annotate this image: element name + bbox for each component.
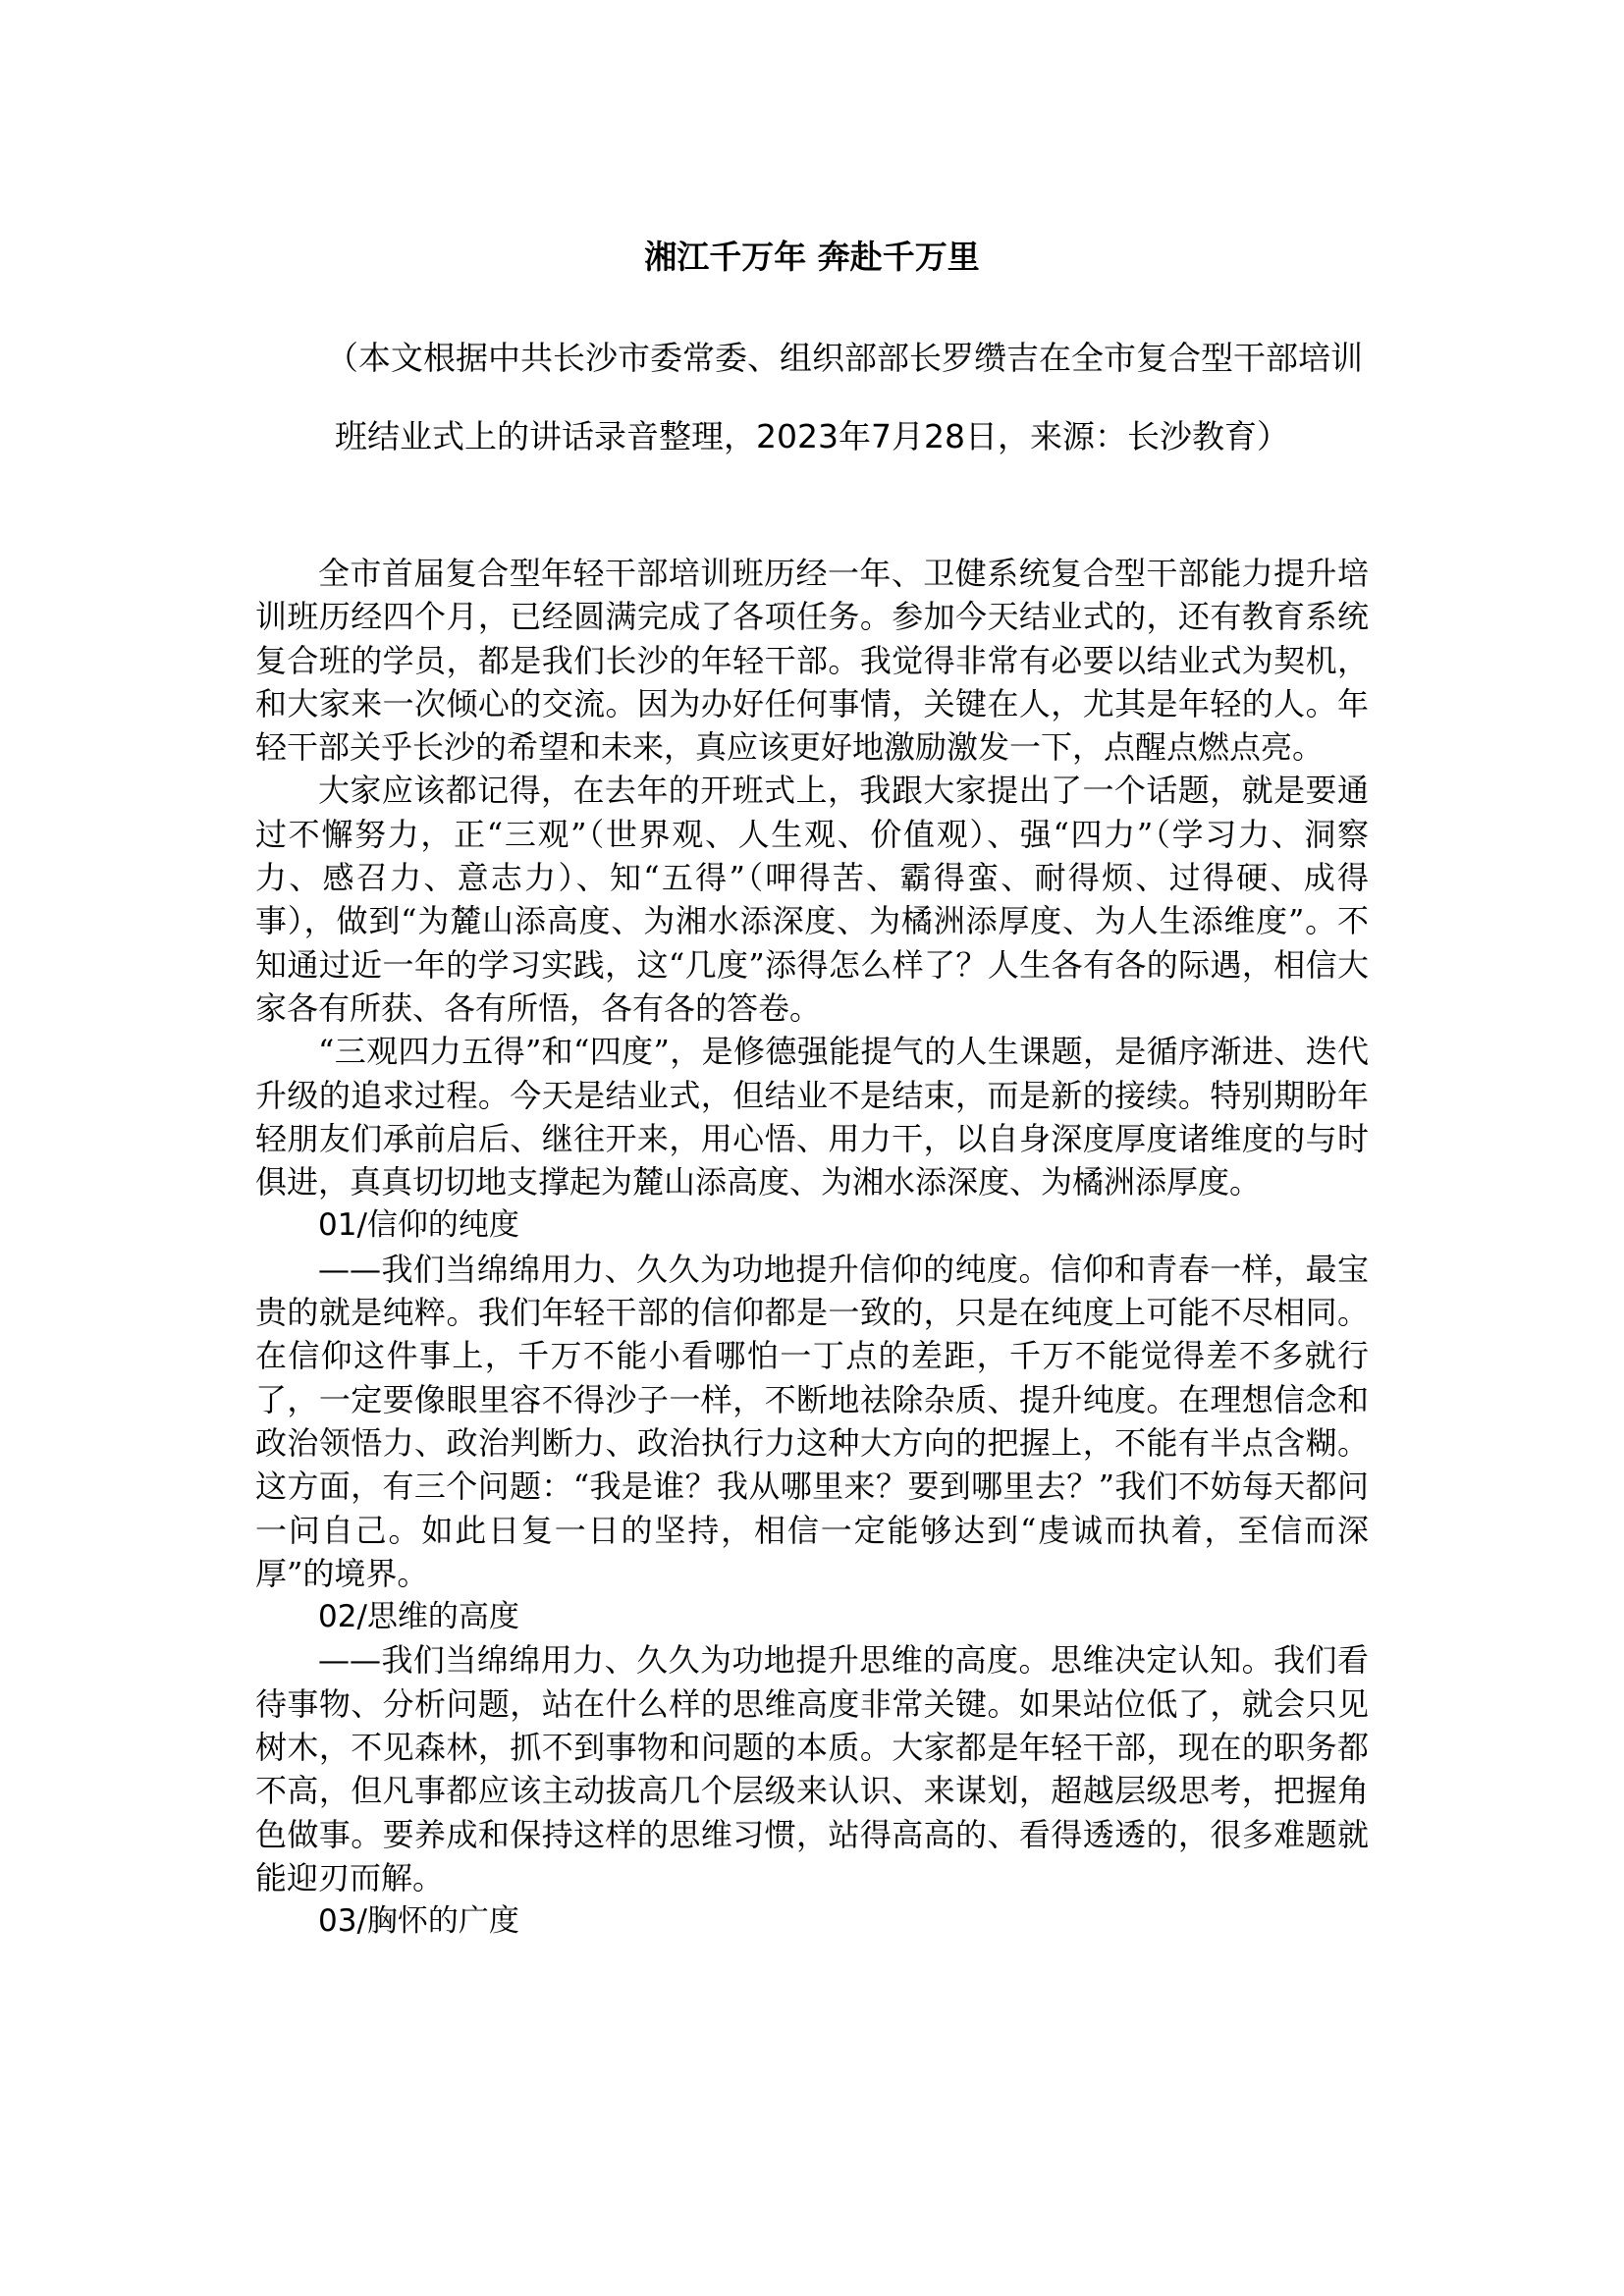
document-body	[255, 552, 1369, 1944]
document-subtitle: （本文根据中共长沙市委常委、组织部部长罗缵吉在全市复合型干部培训班结业式上的讲话录音整理，2023年7月28日，来源：长沙教育）	[326, 339, 1363, 455]
section-heading: 03/胸怀的广度	[318, 1903, 519, 1940]
document-title: 湘江千万年 奔赴千万里	[644, 238, 980, 276]
body-paragraph: “三观四力五得”和“四度”，是修德强能提气的人生课题，是循序渐进、迭代升级的追求过程。今天是结业式，但结业不是结束，而是新的接续。特别期盼年轻朋友们承前启后、继往开来，用心悟、用力干，以自身深度厚度诸维度的与时俱进，真真切切地支撑起为麓山添高度、为湘水添深度、为橘洲添厚度。	[255, 1033, 1369, 1201]
body-paragraph: ——我们当绵绵用力、久久为功地提升信仰的纯度。信仰和青春一样，最宝贵的就是纯粹。我们年轻干部的信仰都是一致的，只是在纯度上可能不尽相同。在信仰这件事上，千万不能小看哪怕一丁点的差距，千万不能觉得差不多就行了，一定要像眼里容不得沙子一样，不断地祛除杂质、提升纯度。在理想信念和政治领悟力、政治判断力、政治执行力这种大方向的把握上，不能有半点含糊。这方面，有三个问题：“我是谁？我从哪里来？要到哪里去？”我们不妨每天都问一问自己。如此日复一日的坚持，相信一定能够达到“虔诚而执着，至信而深厚”的境界。	[255, 1250, 1369, 1592]
body-paragraph: 大家应该都记得，在去年的开班式上，我跟大家提出了一个话题，就是要通过不懈努力，正“三观”（世界观、人生观、价值观）、强“四力”（学习力、洞察力、感召力、意志力）、知“五得”（呷得苦、霸得蛮、耐得烦、过得硬、成得事），做到“为麓山添高度、为湘水添深度、为橘洲添厚度、为人生添维度”。不知通过近一年的学习实践，这“几度”添得怎么样了？人生各有各的际遇，相信大家各有所获、各有所悟，各有各的答卷。	[255, 772, 1369, 1027]
section-heading: 01/信仰的纯度	[318, 1207, 519, 1244]
body-paragraph: 全市首届复合型年轻干部培训班历经一年、卫健系统复合型干部能力提升培训班历经四个月，已经圆满完成了各项任务。参加今天结业式的，还有教育系统复合班的学员，都是我们长沙的年轻干部。我觉得非常有必要以结业式为契机，和大家来一次倾心的交流。因为办好任何事情，关键在人，尤其是年轻的人。年轻干部关乎长沙的希望和未来，真应该更好地激励激发一下，点醒点燃点亮。	[255, 555, 1369, 767]
body-paragraph: ——我们当绵绵用力、久久为功地提升思维的高度。思维决定认知。我们看待事物、分析问题，站在什么样的思维高度非常关键。如果站位低了，就会只见树木，不见森林，抓不到事物和问题的本质。大家都是年轻干部，现在的职务都不高，但凡事都应该主动拔高几个层级来认识、来谋划，超越层级思考，把握角色做事。要养成和保持这样的思维习惯，站得高高的、看得透透的，很多难题就能迎刃而解。	[255, 1641, 1369, 1896]
section-heading: 02/思维的高度	[318, 1599, 519, 1635]
